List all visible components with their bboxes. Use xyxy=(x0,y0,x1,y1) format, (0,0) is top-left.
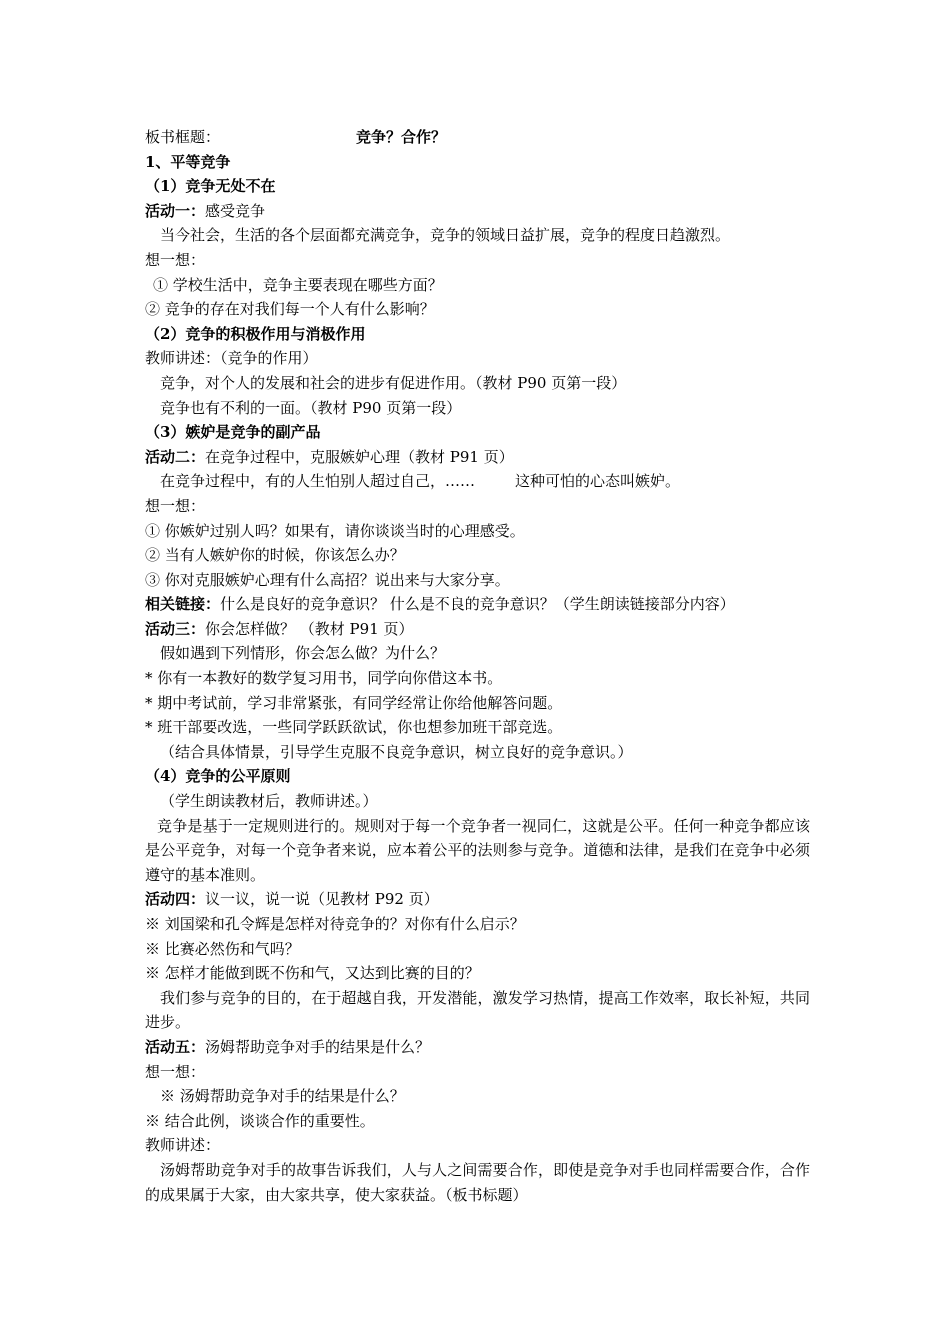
case-2: * 期中考试前，学习非常紧张，有同学经常让你给他解答问题。 xyxy=(145,693,563,712)
think-2-label: 想一想： xyxy=(145,496,206,515)
activity-4-line xyxy=(145,887,810,912)
section-1-3-heading: （3）嫉妒是竞争的副产品 xyxy=(145,423,321,442)
paragraph-1: 当今社会，生活的各个层面都充满竞争，竞争的领域日益扩展，竞争的程度日趋激烈。 xyxy=(160,226,731,245)
case-3: * 班干部要改选，一些同学跃跃欲试，你也想参加班干部竞选。 xyxy=(145,718,563,737)
think-2-question-1: ① 你嫉妒过别人吗？如果有，请你谈谈当时的心理感受。 xyxy=(145,521,525,540)
section-1-4-heading: （4）竞争的公平原则 xyxy=(145,767,291,786)
activity-5-label: 活动五： xyxy=(145,1037,206,1056)
think-1-question-1: ① 学校生活中，竞争主要表现在哪些方面？ xyxy=(153,275,443,294)
think-2-question-3: ③ 你对克服嫉妒心理有什么高招？说出来与大家分享。 xyxy=(145,570,510,589)
paragraph-8: 竞争是基于一定规则进行的。规则对于每一个竞争者一视同仁，这就是公平。任何一种竞争都应该是公平竞争，对每一个竞争者来说，应本着公平的法则参与竞争。道德和法律，是我们在竞争中必须遵守的基本准则。 xyxy=(145,816,810,884)
activity-3-text: 你会怎样做？ （教材 P91 页） xyxy=(205,619,414,638)
related-link-text: 什么是良好的竞争意识？ 什么是不良的竞争意识？（学生朗读链接部分内容） xyxy=(220,595,735,614)
paragraph-10: 汤姆帮助竞争对手的故事告诉我们，人与人之间需要合作，即使是竞争对手也同样需要合作，合作的成果属于大家，由大家共享，使大家获益。（板书标题） xyxy=(145,1160,810,1204)
think-2-question-2: ② 当有人嫉妒你的时候，你该怎么办？ xyxy=(145,546,405,565)
activity-4-question-2: ※ 比赛必然伤和气吗？ xyxy=(145,939,300,958)
section-1-1-heading: （1）竞争无处不在 xyxy=(145,177,276,196)
activity-1-text: 感受竞争 xyxy=(205,201,266,220)
activity-4-question-1: ※ 刘国梁和孔令辉是怎样对待竞争的？对你有什么启示？ xyxy=(145,915,525,933)
paragraph-2: 竞争，对个人的发展和社会的进步有促进作用。（教材 P90 页第一段） xyxy=(160,373,627,392)
paragraph-4-part-1: 在竞争过程中，有的人生怕别人超过自己，…… xyxy=(160,472,476,491)
activity-5-text: 汤姆帮助竞争对手的结果是什么？ xyxy=(205,1037,431,1056)
think-3-label: 想一想： xyxy=(145,1062,206,1081)
think-3-question-2: ※ 结合此例，谈谈合作的重要性。 xyxy=(145,1111,375,1130)
paragraph-4 xyxy=(145,469,810,494)
paragraph-5: 假如遇到下列情形，你会怎么做？为什么？ xyxy=(160,644,446,663)
board-title-line xyxy=(145,125,810,150)
section-1-2-heading: （2）竞争的积极作用与消极作用 xyxy=(145,324,366,343)
activity-2-text: 在竞争过程中，克服嫉妒心理（教材 P91 页） xyxy=(205,447,514,466)
activity-2-label: 活动二： xyxy=(145,447,206,466)
related-link-label: 相关链接： xyxy=(145,595,221,614)
related-link-line xyxy=(145,592,810,617)
paragraph-9: 我们参与竞争的目的，在于超越自我，开发潜能，激发学习热情，提高工作效率，取长补短，共同进步。 xyxy=(145,988,810,1032)
document-body xyxy=(145,125,810,1207)
activity-2-line xyxy=(145,445,810,470)
teacher-1-label: 教师讲述：（竞争的作用） xyxy=(145,349,318,368)
think-1-label: 想一想： xyxy=(145,250,206,269)
paragraph-3: 竞争也有不利的一面。（教材 P90 页第一段） xyxy=(160,398,462,417)
case-1: * 你有一本教好的数学复习用书，同学向你借这本书。 xyxy=(145,669,503,688)
activity-3-line xyxy=(145,617,810,642)
section-1-heading: 1、平等竞争 xyxy=(145,152,231,171)
think-1-question-2: ② 竞争的存在对我们每一个人有什么影响？ xyxy=(145,300,435,319)
paragraph-7: （学生朗读教材后，教师讲述。） xyxy=(160,792,378,811)
activity-5-line xyxy=(145,1035,810,1060)
paragraph-4-part-2: 这种可怕的心态叫嫉妒。 xyxy=(515,472,681,491)
board-label: 板书框题： xyxy=(145,128,221,146)
activity-4-label: 活动四： xyxy=(145,890,206,909)
activity-3-label: 活动三： xyxy=(145,619,206,638)
activity-1-label: 活动一： xyxy=(145,201,206,220)
paragraph-6: （结合具体情景，引导学生克服不良竞争意识，树立良好的竞争意识。） xyxy=(160,742,633,761)
think-3-question-1: ※ 汤姆帮助竞争对手的结果是什么？ xyxy=(160,1087,405,1106)
board-title: 竞争？合作？ xyxy=(356,128,447,146)
activity-4-question-3: ※ 怎样才能做到既不伤和气，又达到比赛的目的？ xyxy=(145,964,480,983)
activity-4-text: 议一议，说一说（见教材 P92 页） xyxy=(205,890,439,909)
activity-1-line xyxy=(145,199,810,224)
teacher-2-label: 教师讲述： xyxy=(145,1136,221,1155)
